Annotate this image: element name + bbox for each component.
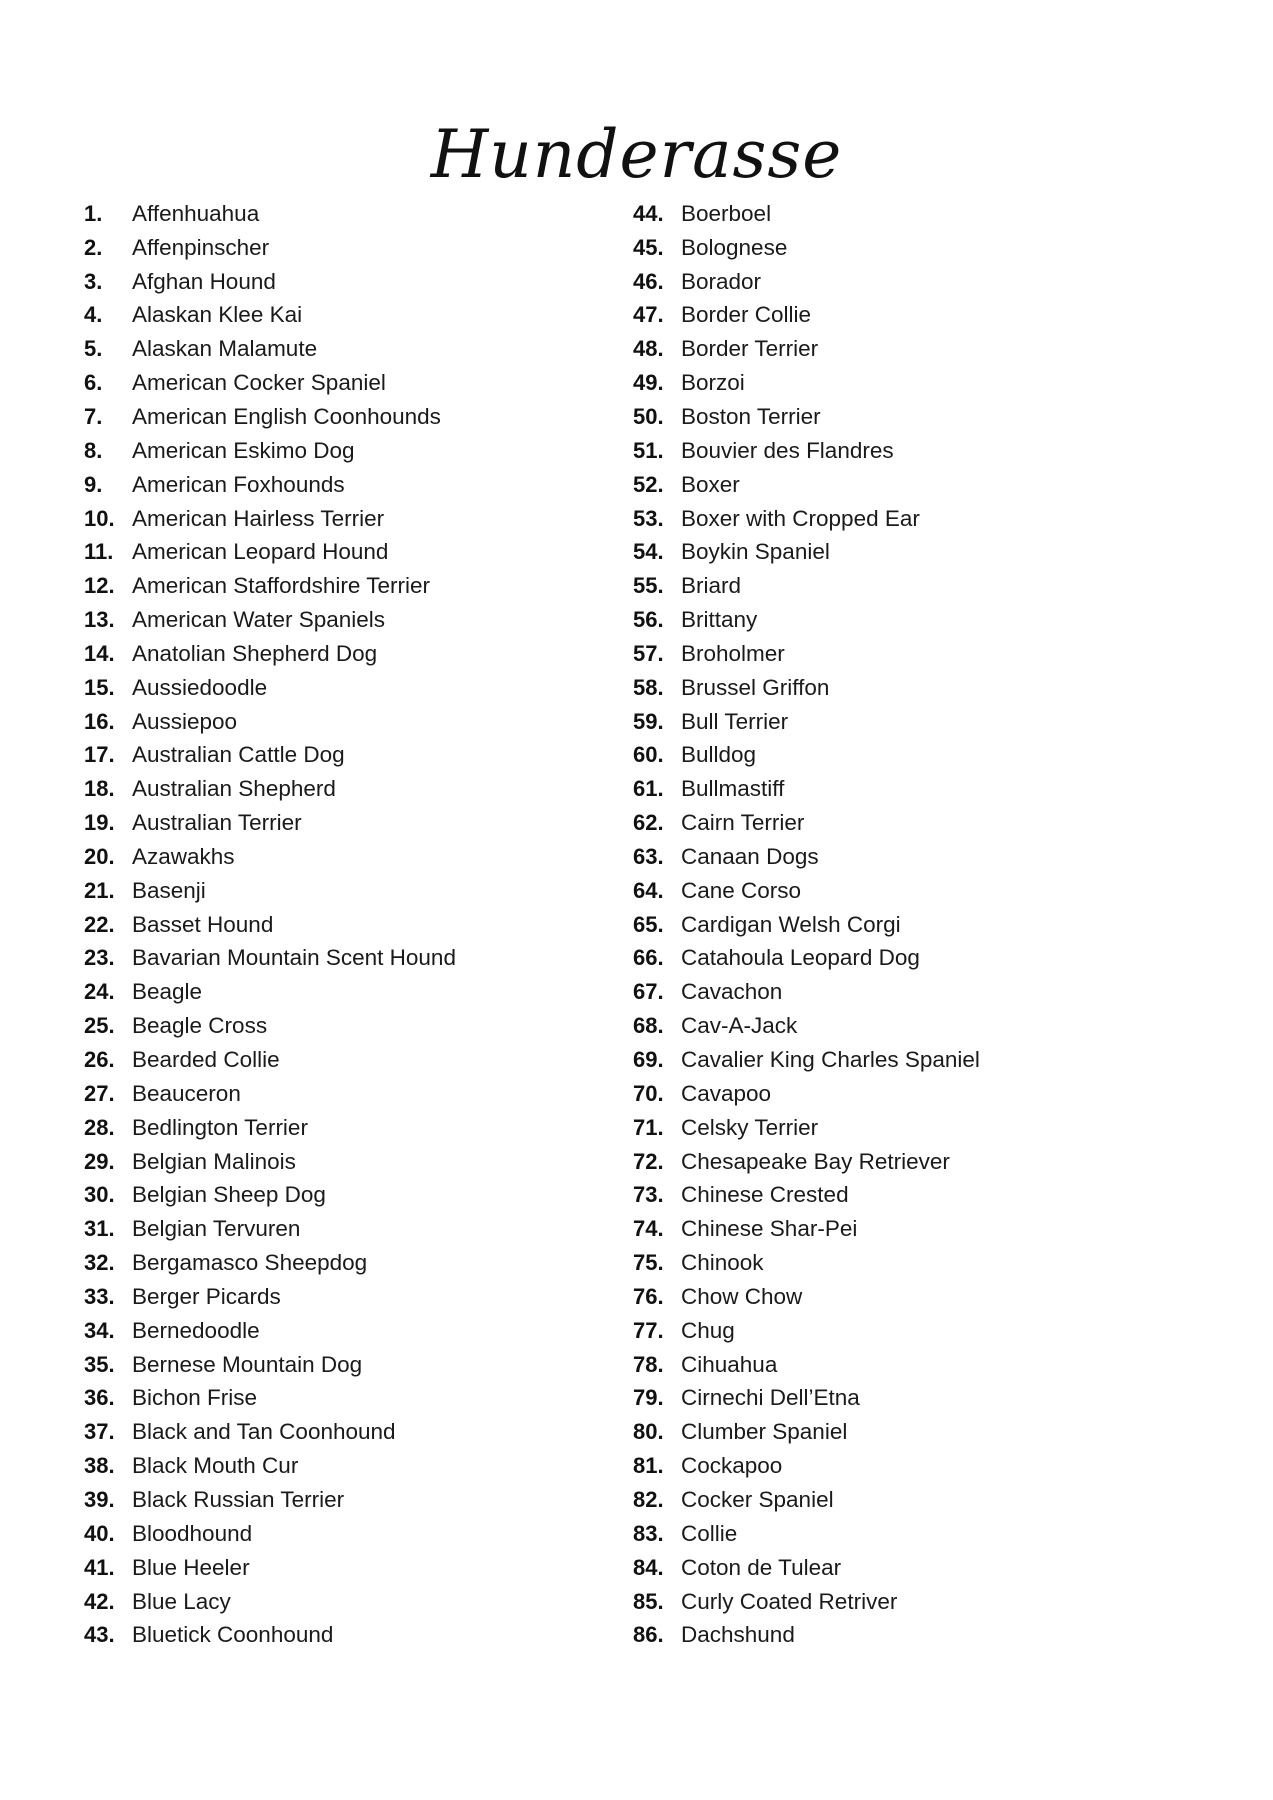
list-item [633,569,1193,603]
list-item [84,772,604,806]
breed-name: Boerboel [681,200,772,226]
item-number: 65. [633,911,664,937]
list-item [633,637,1193,671]
item-number: 11. [84,539,114,565]
list-item [84,1483,604,1517]
list-item [84,1618,604,1652]
breed-name: American Water Spaniels [132,607,386,633]
breed-name: Australian Shepherd [132,776,336,802]
list-item [633,1280,1193,1314]
breed-name: Boxer with Cropped Ear [681,505,920,531]
breed-name: Coton de Tulear [681,1554,842,1580]
item-number: 31. [84,1216,115,1242]
list-item [633,265,1193,299]
page-title: Hunderasse [430,116,843,194]
breed-name: Chinook [681,1250,764,1276]
item-number: 84. [633,1554,664,1580]
item-number: 82. [633,1486,664,1512]
breed-name: Bloodhound [132,1520,253,1546]
item-number: 28. [84,1114,115,1140]
list-item [84,502,604,536]
list-item [84,366,604,400]
list-item [633,535,1193,569]
list-item [84,535,604,569]
list-item [633,1618,1193,1652]
breed-name: Alaskan Malamute [132,336,318,362]
item-number: 17. [84,742,115,768]
list-item [633,231,1193,265]
item-number: 60. [633,742,664,768]
list-item [84,400,604,434]
list-item [84,806,604,840]
breed-name: American Foxhounds [132,471,345,497]
list-item [633,366,1193,400]
breed-name: American English Coonhounds [132,403,441,429]
item-number: 26. [84,1047,115,1073]
breed-name: Basenji [132,877,206,903]
item-number: 13. [84,607,115,633]
list-item [633,1145,1193,1179]
breed-name: Bernedoodle [132,1317,260,1343]
item-number: 32. [84,1250,115,1276]
list-item [84,1043,604,1077]
breed-name: Boxer [681,471,740,497]
breed-name: Bolognese [681,234,788,260]
item-number: 40. [84,1520,115,1546]
list-item [84,299,604,333]
item-number: 39. [84,1486,115,1512]
list-item [633,874,1193,908]
item-number: 66. [633,945,664,971]
list-item [84,637,604,671]
breed-name: Bluetick Coonhound [132,1622,334,1648]
item-number: 41. [84,1554,115,1580]
list-item [633,705,1193,739]
breed-name: Bullmastiff [681,776,785,802]
list-item [84,1178,604,1212]
list-item [84,908,604,942]
item-number: 61. [633,776,664,802]
list-item [84,942,604,976]
item-number: 44. [633,200,664,226]
item-number: 29. [84,1148,115,1174]
list-item [84,197,604,231]
list-item [84,975,604,1009]
list-item [84,1585,604,1619]
list-item [633,1212,1193,1246]
item-number: 67. [633,979,664,1005]
list-item [633,468,1193,502]
list-item [633,502,1193,536]
item-number: 50. [633,403,664,429]
item-number: 1. [84,200,103,226]
item-number: 79. [633,1385,664,1411]
item-number: 30. [84,1182,115,1208]
breed-name: Belgian Sheep Dog [132,1182,326,1208]
breed-name: Clumber Spaniel [681,1419,848,1445]
item-number: 34. [84,1317,115,1343]
breed-name: Cihuahua [681,1351,778,1377]
list-item [84,1280,604,1314]
breed-name: Blue Heeler [132,1554,250,1580]
list-item [84,874,604,908]
breed-name: Aussiedoodle [132,674,268,700]
breed-list-left [84,197,604,1652]
list-item [84,1111,604,1145]
item-number: 15. [84,674,115,700]
list-item [84,1517,604,1551]
item-number: 19. [84,810,115,836]
list-item [633,975,1193,1009]
breed-name: Australian Cattle Dog [132,742,345,768]
breed-list-right [633,197,1193,1652]
item-number: 81. [633,1453,664,1479]
breed-name: Bulldog [681,742,757,768]
item-number: 3. [84,268,103,294]
item-number: 23. [84,945,115,971]
list-item [633,1517,1193,1551]
breed-name: Bernese Mountain Dog [132,1351,363,1377]
list-item [84,468,604,502]
item-number: 2. [84,234,103,260]
item-number: 6. [84,370,103,396]
list-item [84,603,604,637]
breed-name: Beagle Cross [132,1013,268,1039]
breed-name: Boykin Spaniel [681,539,830,565]
item-number: 9. [84,471,103,497]
list-item [84,840,604,874]
breed-name: Cavachon [681,979,783,1005]
list-item [84,1212,604,1246]
item-number: 48. [633,336,664,362]
list-item [633,332,1193,366]
breed-name: Cav-A-Jack [681,1013,798,1039]
list-item [84,332,604,366]
list-item [633,1415,1193,1449]
breed-name: Cavapoo [681,1080,772,1106]
item-number: 12. [84,573,115,599]
item-number: 57. [633,640,664,666]
item-number: 63. [633,843,664,869]
item-number: 59. [633,708,664,734]
breed-name: Cockapoo [681,1453,783,1479]
list-item [84,1551,604,1585]
item-number: 55. [633,573,664,599]
item-number: 51. [633,437,664,463]
list-item [633,400,1193,434]
item-number: 76. [633,1283,664,1309]
breed-name: Belgian Malinois [132,1148,296,1174]
breed-name: Dachshund [681,1622,795,1648]
breed-name: Beauceron [132,1080,241,1106]
breed-name: Cavalier King Charles Spaniel [681,1047,980,1073]
breed-name: Brussel Griffon [681,674,830,700]
breed-name: Berger Picards [132,1283,281,1309]
breed-name: Borzoi [681,370,745,396]
item-number: 21. [84,877,115,903]
list-item [633,671,1193,705]
item-number: 10. [84,505,115,531]
list-item [633,1483,1193,1517]
breed-name: Bavarian Mountain Scent Hound [132,945,456,971]
breed-name: Bichon Frise [132,1385,258,1411]
list-item [633,1178,1193,1212]
list-item [633,1077,1193,1111]
item-number: 64. [633,877,664,903]
list-item [84,1382,604,1416]
breed-name: Chesapeake Bay Retriever [681,1148,950,1174]
item-number: 71. [633,1114,664,1140]
breed-name: Affenpinscher [132,234,270,260]
list-item [84,1415,604,1449]
breed-name: Catahoula Leopard Dog [681,945,920,971]
list-item [633,806,1193,840]
item-number: 38. [84,1453,115,1479]
breed-name: Broholmer [681,640,785,666]
breed-name: Cairn Terrier [681,810,805,836]
list-item [633,1314,1193,1348]
item-number: 72. [633,1148,664,1174]
list-item [84,1145,604,1179]
breed-name: Cardigan Welsh Corgi [681,911,901,937]
item-number: 4. [84,302,103,328]
item-number: 18. [84,776,115,802]
list-item [84,569,604,603]
list-item [633,840,1193,874]
item-number: 20. [84,843,115,869]
item-number: 22. [84,911,115,937]
item-number: 68. [633,1013,664,1039]
list-item [633,1043,1193,1077]
list-item [84,739,604,773]
breed-name: Cocker Spaniel [681,1486,834,1512]
breed-name: American Leopard Hound [132,539,389,565]
item-number: 49. [633,370,664,396]
list-item [84,1314,604,1348]
item-number: 75. [633,1250,664,1276]
item-number: 85. [633,1588,664,1614]
item-number: 74. [633,1216,664,1242]
breed-name: American Eskimo Dog [132,437,355,463]
item-number: 5. [84,336,103,362]
list-item [633,1585,1193,1619]
breed-name: Blue Lacy [132,1588,231,1614]
list-item [633,1449,1193,1483]
list-item [633,908,1193,942]
breed-name: Chinese Shar-Pei [681,1216,858,1242]
breed-name: Chow Chow [681,1283,803,1309]
item-number: 54. [633,539,664,565]
breed-name: Celsky Terrier [681,1114,819,1140]
item-number: 27. [84,1080,115,1106]
breed-name: Azawakhs [132,843,235,869]
breed-name: Black and Tan Coonhound [132,1419,396,1445]
item-number: 70. [633,1080,664,1106]
list-item [633,434,1193,468]
list-item [633,299,1193,333]
breed-name: Beagle [132,979,203,1005]
breed-name: American Cocker Spaniel [132,370,386,396]
breed-name: American Hairless Terrier [132,505,385,531]
breed-name: Black Mouth Cur [132,1453,299,1479]
item-number: 46. [633,268,664,294]
list-item [633,197,1193,231]
list-item [633,1246,1193,1280]
item-number: 36. [84,1385,115,1411]
list-item [633,1111,1193,1145]
breed-name: Collie [681,1520,738,1546]
item-number: 47. [633,302,664,328]
item-number: 86. [633,1622,664,1648]
item-number: 16. [84,708,115,734]
list-item [84,434,604,468]
item-number: 24. [84,979,115,1005]
item-number: 56. [633,607,664,633]
item-number: 53. [633,505,664,531]
item-number: 69. [633,1047,664,1073]
item-number: 52. [633,471,664,497]
list-item [633,1348,1193,1382]
item-number: 73. [633,1182,664,1208]
breed-name: Canaan Dogs [681,843,819,869]
item-number: 25. [84,1013,115,1039]
item-number: 7. [84,403,103,429]
breed-name: Bouvier des Flandres [681,437,894,463]
breed-name: Briard [681,573,742,599]
breed-name: Boston Terrier [681,403,821,429]
list-item [84,1348,604,1382]
breed-name: Basset Hound [132,911,274,937]
breed-name: Bedlington Terrier [132,1114,308,1140]
breed-name: Affenhuahua [132,200,260,226]
item-number: 77. [633,1317,664,1343]
list-item [84,1246,604,1280]
breed-name: Bergamasco Sheepdog [132,1250,368,1276]
breed-name: Curly Coated Retriver [681,1588,898,1614]
breed-name: Belgian Tervuren [132,1216,301,1242]
breed-name: Bearded Collie [132,1047,280,1073]
breed-name: Brittany [681,607,758,633]
breed-name: Black Russian Terrier [132,1486,345,1512]
item-number: 43. [84,1622,115,1648]
list-item [84,705,604,739]
breed-name: Alaskan Klee Kai [132,302,303,328]
breed-name: Chug [681,1317,735,1343]
list-item [84,1077,604,1111]
list-item [84,1449,604,1483]
list-item [84,671,604,705]
breed-name: Anatolian Shepherd Dog [132,640,378,666]
item-number: 8. [84,437,103,463]
list-item [633,1382,1193,1416]
list-item [633,1551,1193,1585]
item-number: 14. [84,640,115,666]
breed-name: Border Terrier [681,336,819,362]
breed-name: Cirnechi Dell’Etna [681,1385,860,1411]
item-number: 37. [84,1419,115,1445]
list-item [633,1009,1193,1043]
list-item [633,772,1193,806]
breed-name: Aussiepoo [132,708,238,734]
item-number: 62. [633,810,664,836]
item-number: 45. [633,234,664,260]
item-number: 33. [84,1283,115,1309]
item-number: 35. [84,1351,115,1377]
breed-name: Bull Terrier [681,708,789,734]
list-item [84,265,604,299]
list-item [633,603,1193,637]
breed-name: Border Collie [681,302,812,328]
item-number: 58. [633,674,664,700]
breed-name: Cane Corso [681,877,802,903]
list-item [84,231,604,265]
breed-name: American Staffordshire Terrier [132,573,431,599]
list-item [633,942,1193,976]
item-number: 42. [84,1588,115,1614]
breed-name: Afghan Hound [132,268,276,294]
item-number: 78. [633,1351,664,1377]
breed-name: Borador [681,268,762,294]
list-item [633,739,1193,773]
breed-name: Australian Terrier [132,810,302,836]
item-number: 80. [633,1419,664,1445]
list-item [84,1009,604,1043]
item-number: 83. [633,1520,664,1546]
breed-name: Chinese Crested [681,1182,849,1208]
